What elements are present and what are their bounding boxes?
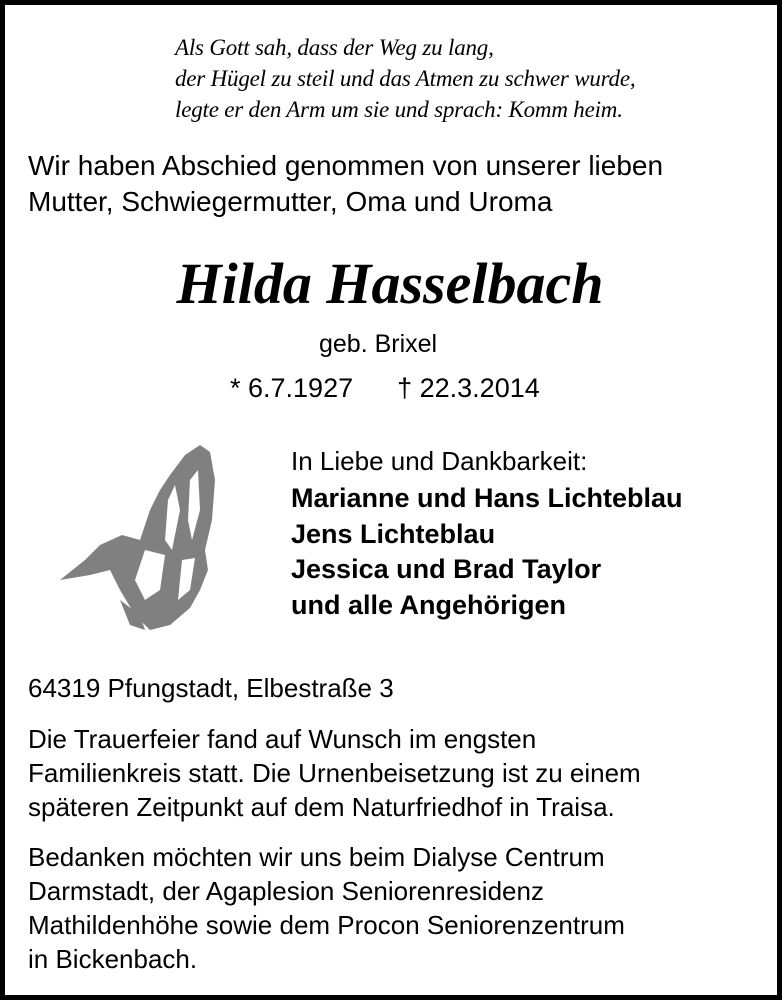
maiden-name: geb. Brixel [319,330,438,358]
death-date: † 22.3.2014 [397,373,540,403]
birth-date: * 6.7.1927 [230,373,354,403]
text-line: Die Trauerfeier fand auf Wunsch im engsten [28,724,537,754]
text-line: in Bickenbach. [28,944,198,974]
life-dates [230,373,540,404]
mourner: Jens Lichteblau [291,518,496,549]
intro-line: Mutter, Schwiegermutter, Oma und Uroma [28,186,553,217]
poem [175,32,635,125]
praying-hands-icon [50,440,230,635]
text-line: Mathildenhöhe sowie dem Procon Seniorenzentrum [28,910,625,940]
address: 64319 Pfungstadt, Elbestraße 3 [28,673,394,703]
funeral-info [28,722,641,824]
deceased-name [0,250,782,317]
mourners-list [291,481,683,623]
poem-line: Als Gott sah, dass der Weg zu lang, [175,35,494,60]
intro-text [28,148,663,220]
text-line: Familienkreis statt. Die Urnenbeisetzung ist zu einem [28,758,641,788]
thanks-text [28,840,625,976]
text-line: Bedanken möchten wir uns beim Dialyse Centrum [28,842,605,872]
poem-line: der Hügel zu steil und das Atmen zu schwer wurde, [175,66,636,91]
poem-line: legte er den Arm um sie und sprach: Komm heim. [175,97,623,122]
text-line: späteren Zeitpunkt auf dem Naturfriedhof in Traisa. [28,792,615,822]
mourner: und alle Angehörigen [291,589,567,620]
text-line: Darmstadt, der Agaplesion Seniorenresidenz [28,876,544,906]
mourner: Marianne und Hans Lichteblau [291,483,683,513]
intro-line: Wir haben Abschied genommen von unserer lieben [28,150,664,181]
mourner: Jessica und Brad Taylor [291,554,602,584]
mourners-heading: In Liebe und Dankbarkeit: [291,446,588,476]
deceased-name-text: Hilda Hasselbach [176,251,604,316]
